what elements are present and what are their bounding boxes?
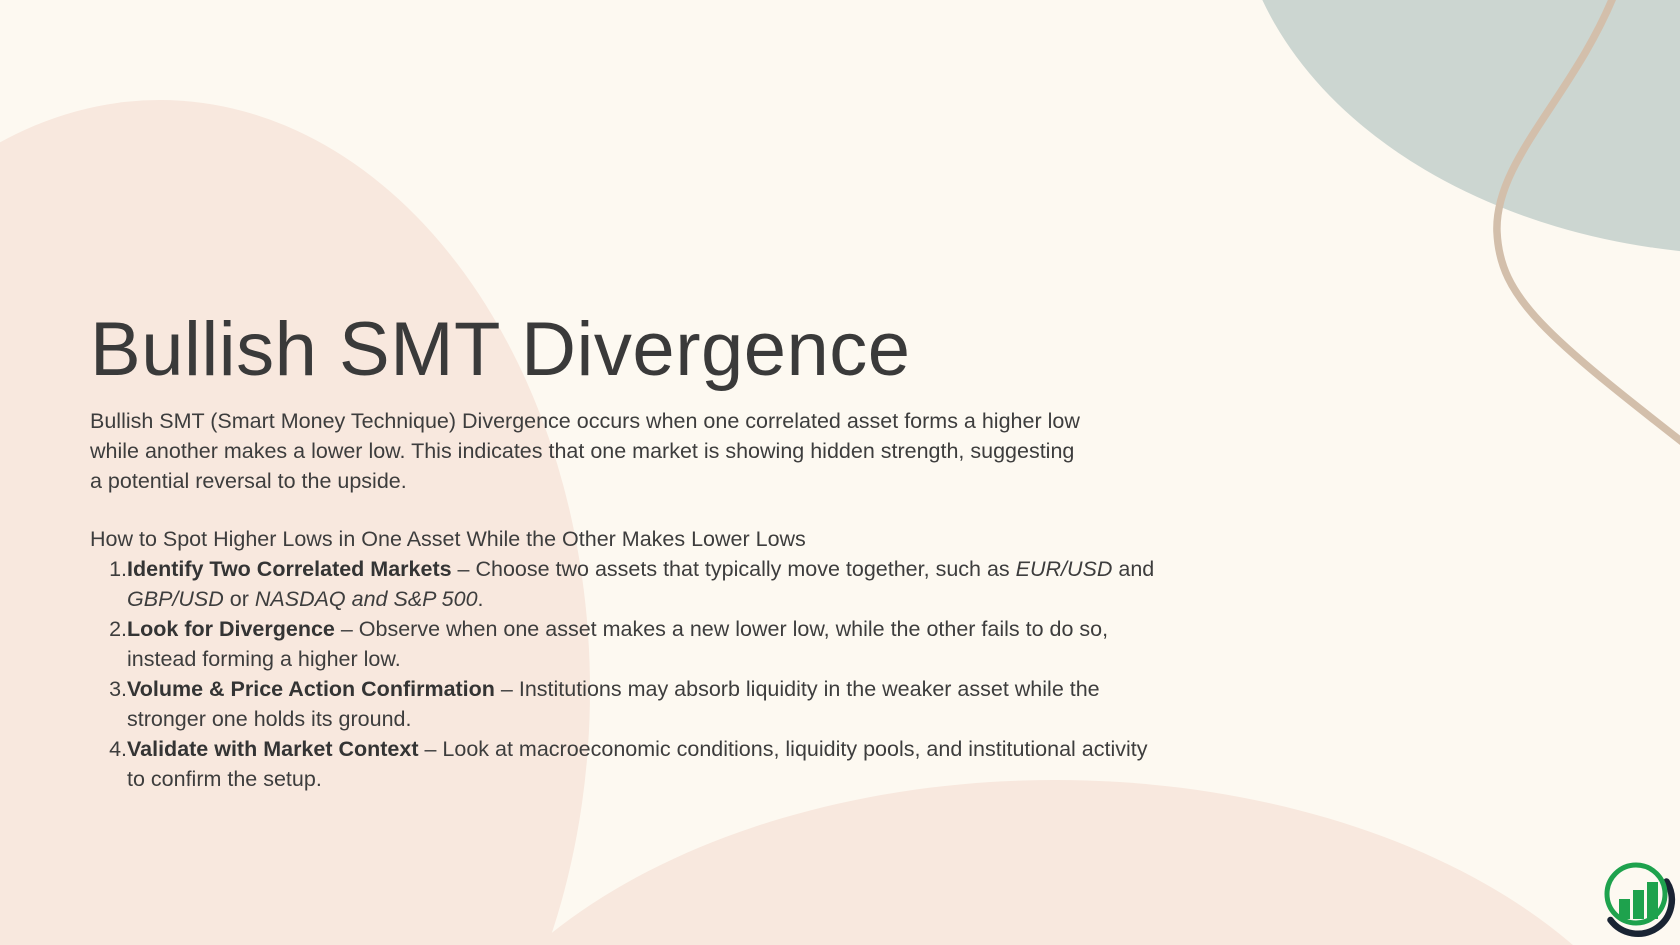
list-item-term: Identify Two Correlated Markets: [127, 557, 452, 581]
list-item: [90, 614, 1165, 674]
peach-blob-bottom: [415, 780, 1680, 945]
market-name: GBP/USD: [127, 587, 224, 611]
list-item-text: .: [477, 587, 484, 611]
slide-content: [90, 306, 1165, 794]
list-item-term: Validate with Market Context: [127, 737, 419, 761]
list-item-text: – Choose two assets that typically move together, such as: [451, 557, 1016, 581]
list-item: [90, 674, 1165, 734]
list-item-number: 4.: [109, 737, 127, 761]
list-item-term: Volume & Price Action Confirmation: [127, 677, 495, 701]
list-item-number: 3.: [109, 677, 127, 701]
sage-blob-top-right: [1235, 0, 1680, 255]
list-item: [90, 734, 1165, 794]
steps-list: [90, 554, 1165, 794]
logo-bars: [1619, 882, 1658, 919]
list-item-text: – Institutions may absorb liquidity in the weaker asset while the stronger one holds its ground.: [127, 677, 1100, 731]
list-item-number: 1.: [109, 557, 127, 581]
page-title: Bullish SMT Divergence: [90, 307, 911, 392]
list-item-number: 2.: [109, 617, 127, 641]
growth-bars-logo-icon: [1598, 858, 1678, 940]
list-heading: How to Spot Higher Lows in One Asset While the Other Makes Lower Lows: [90, 527, 806, 551]
intro-paragraph: Bullish SMT (Smart Money Technique) Divergence occurs when one correlated asset forms a higher low while another makes a lower low. This indicates that one market is showing hidden strength, suggesting a potential reversal to the upside.: [90, 409, 1080, 493]
list-item-text: and: [1112, 557, 1155, 581]
list-item-text: – Look at macroeconomic conditions, liquidity pools, and institutional activity to confirm the setup.: [127, 737, 1148, 791]
market-name: EUR/USD: [1015, 557, 1113, 581]
market-name: NASDAQ and S&P 500: [254, 587, 478, 611]
list-item: [90, 554, 1165, 614]
list-item-term: Look for Divergence: [127, 617, 335, 641]
list-item-text: or: [223, 587, 255, 611]
list-item-text: – Observe when one asset makes a new lower low, while the other fails to do so, instead forming a higher low.: [127, 617, 1109, 671]
